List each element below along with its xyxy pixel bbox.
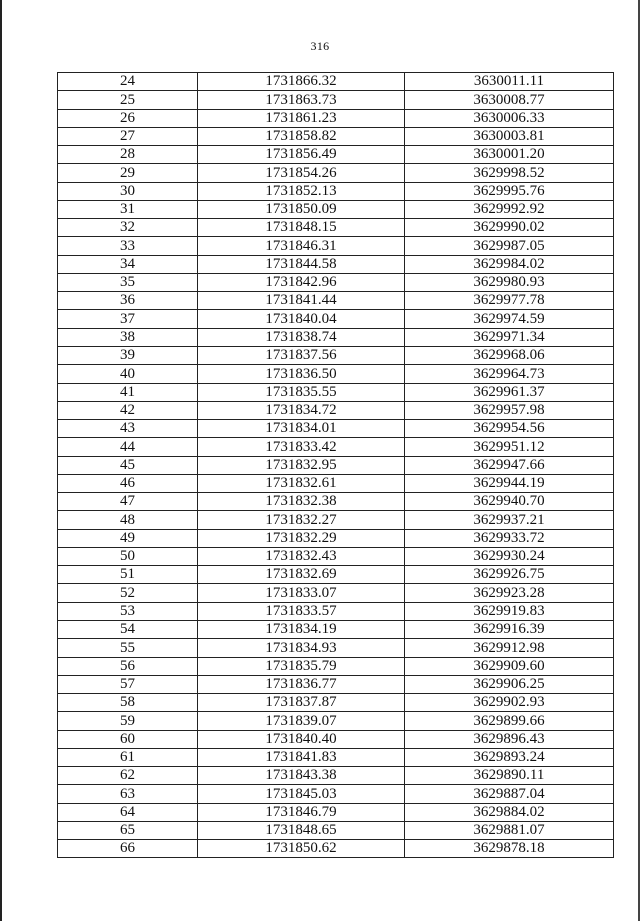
table-row bbox=[58, 164, 614, 182]
y-coordinate-cell: 3630011.11 bbox=[405, 73, 614, 91]
x-coordinate-cell: 1731856.49 bbox=[198, 146, 405, 164]
point-number-cell: 38 bbox=[58, 328, 198, 346]
x-coordinate-cell: 1731833.42 bbox=[198, 438, 405, 456]
table-row bbox=[58, 292, 614, 310]
table-row bbox=[58, 401, 614, 419]
point-number-cell: 46 bbox=[58, 474, 198, 492]
x-coordinate-cell: 1731832.95 bbox=[198, 456, 405, 474]
x-coordinate-cell: 1731846.31 bbox=[198, 237, 405, 255]
y-coordinate-cell: 3629919.83 bbox=[405, 602, 614, 620]
x-coordinate-cell: 1731832.27 bbox=[198, 511, 405, 529]
y-coordinate-cell: 3629916.39 bbox=[405, 620, 614, 638]
y-coordinate-cell: 3629957.98 bbox=[405, 401, 614, 419]
y-coordinate-cell: 3630008.77 bbox=[405, 91, 614, 109]
point-number-cell: 61 bbox=[58, 748, 198, 766]
x-coordinate-cell: 1731844.58 bbox=[198, 255, 405, 273]
page-number: 316 bbox=[310, 39, 330, 53]
table-row bbox=[58, 200, 614, 218]
table-row bbox=[58, 383, 614, 401]
x-coordinate-cell: 1731848.15 bbox=[198, 219, 405, 237]
x-coordinate-cell: 1731841.83 bbox=[198, 748, 405, 766]
point-number-cell: 26 bbox=[58, 109, 198, 127]
x-coordinate-cell: 1731850.62 bbox=[198, 840, 405, 858]
table-row bbox=[58, 219, 614, 237]
x-coordinate-cell: 1731846.79 bbox=[198, 803, 405, 821]
x-coordinate-cell: 1731837.87 bbox=[198, 694, 405, 712]
table-row bbox=[58, 821, 614, 839]
point-number-cell: 28 bbox=[58, 146, 198, 164]
point-number-cell: 45 bbox=[58, 456, 198, 474]
table-row bbox=[58, 748, 614, 766]
table-row bbox=[58, 547, 614, 565]
point-number-cell: 24 bbox=[58, 73, 198, 91]
point-number-cell: 66 bbox=[58, 840, 198, 858]
y-coordinate-cell: 3629977.78 bbox=[405, 292, 614, 310]
x-coordinate-cell: 1731832.69 bbox=[198, 566, 405, 584]
point-number-cell: 36 bbox=[58, 292, 198, 310]
table-row bbox=[58, 675, 614, 693]
y-coordinate-cell: 3629964.73 bbox=[405, 365, 614, 383]
x-coordinate-cell: 1731840.40 bbox=[198, 730, 405, 748]
y-coordinate-cell: 3629940.70 bbox=[405, 493, 614, 511]
y-coordinate-cell: 3629937.21 bbox=[405, 511, 614, 529]
point-number-cell: 40 bbox=[58, 365, 198, 383]
point-number-cell: 39 bbox=[58, 346, 198, 364]
y-coordinate-cell: 3630001.20 bbox=[405, 146, 614, 164]
table-row bbox=[58, 127, 614, 145]
point-number-cell: 41 bbox=[58, 383, 198, 401]
y-coordinate-cell: 3629893.24 bbox=[405, 748, 614, 766]
y-coordinate-cell: 3629961.37 bbox=[405, 383, 614, 401]
point-number-cell: 27 bbox=[58, 127, 198, 145]
x-coordinate-cell: 1731832.38 bbox=[198, 493, 405, 511]
y-coordinate-cell: 3629990.02 bbox=[405, 219, 614, 237]
x-coordinate-cell: 1731837.56 bbox=[198, 346, 405, 364]
point-number-cell: 52 bbox=[58, 584, 198, 602]
point-number-cell: 49 bbox=[58, 529, 198, 547]
table-row bbox=[58, 511, 614, 529]
point-number-cell: 55 bbox=[58, 639, 198, 657]
point-number-cell: 50 bbox=[58, 547, 198, 565]
point-number-cell: 25 bbox=[58, 91, 198, 109]
y-coordinate-cell: 3629912.98 bbox=[405, 639, 614, 657]
table-row bbox=[58, 584, 614, 602]
table-row bbox=[58, 310, 614, 328]
table-row bbox=[58, 803, 614, 821]
point-number-cell: 37 bbox=[58, 310, 198, 328]
point-number-cell: 65 bbox=[58, 821, 198, 839]
x-coordinate-cell: 1731861.23 bbox=[198, 109, 405, 127]
table-row bbox=[58, 657, 614, 675]
x-coordinate-cell: 1731843.38 bbox=[198, 767, 405, 785]
y-coordinate-cell: 3629974.59 bbox=[405, 310, 614, 328]
table-row bbox=[58, 255, 614, 273]
point-number-cell: 48 bbox=[58, 511, 198, 529]
point-number-cell: 29 bbox=[58, 164, 198, 182]
table-row bbox=[58, 365, 614, 383]
table-row bbox=[58, 237, 614, 255]
point-number-cell: 64 bbox=[58, 803, 198, 821]
y-coordinate-cell: 3629951.12 bbox=[405, 438, 614, 456]
x-coordinate-cell: 1731833.07 bbox=[198, 584, 405, 602]
y-coordinate-cell: 3629944.19 bbox=[405, 474, 614, 492]
x-coordinate-cell: 1731834.72 bbox=[198, 401, 405, 419]
x-coordinate-cell: 1731835.55 bbox=[198, 383, 405, 401]
table-row bbox=[58, 493, 614, 511]
y-coordinate-cell: 3629947.66 bbox=[405, 456, 614, 474]
point-number-cell: 42 bbox=[58, 401, 198, 419]
x-coordinate-cell: 1731838.74 bbox=[198, 328, 405, 346]
y-coordinate-cell: 3629887.04 bbox=[405, 785, 614, 803]
x-coordinate-cell: 1731852.13 bbox=[198, 182, 405, 200]
y-coordinate-cell: 3629971.34 bbox=[405, 328, 614, 346]
table-row bbox=[58, 694, 614, 712]
point-number-cell: 30 bbox=[58, 182, 198, 200]
point-number-cell: 43 bbox=[58, 420, 198, 438]
table-row bbox=[58, 456, 614, 474]
x-coordinate-cell: 1731850.09 bbox=[198, 200, 405, 218]
x-coordinate-cell: 1731848.65 bbox=[198, 821, 405, 839]
y-coordinate-cell: 3629906.25 bbox=[405, 675, 614, 693]
x-coordinate-cell: 1731845.03 bbox=[198, 785, 405, 803]
table-row bbox=[58, 840, 614, 858]
y-coordinate-cell: 3629899.66 bbox=[405, 712, 614, 730]
coordinates-table-body bbox=[58, 73, 614, 858]
x-coordinate-cell: 1731836.50 bbox=[198, 365, 405, 383]
x-coordinate-cell: 1731854.26 bbox=[198, 164, 405, 182]
table-row bbox=[58, 146, 614, 164]
x-coordinate-cell: 1731832.43 bbox=[198, 547, 405, 565]
point-number-cell: 31 bbox=[58, 200, 198, 218]
y-coordinate-cell: 3629878.18 bbox=[405, 840, 614, 858]
point-number-cell: 60 bbox=[58, 730, 198, 748]
y-coordinate-cell: 3629930.24 bbox=[405, 547, 614, 565]
table-row bbox=[58, 602, 614, 620]
table-row bbox=[58, 730, 614, 748]
y-coordinate-cell: 3629926.75 bbox=[405, 566, 614, 584]
point-number-cell: 34 bbox=[58, 255, 198, 273]
table-row bbox=[58, 566, 614, 584]
y-coordinate-cell: 3629980.93 bbox=[405, 273, 614, 291]
x-coordinate-cell: 1731839.07 bbox=[198, 712, 405, 730]
x-coordinate-cell: 1731863.73 bbox=[198, 91, 405, 109]
x-coordinate-cell: 1731841.44 bbox=[198, 292, 405, 310]
point-number-cell: 54 bbox=[58, 620, 198, 638]
table-row bbox=[58, 620, 614, 638]
y-coordinate-cell: 3629968.06 bbox=[405, 346, 614, 364]
table-row bbox=[58, 91, 614, 109]
table-row bbox=[58, 420, 614, 438]
y-coordinate-cell: 3629998.52 bbox=[405, 164, 614, 182]
x-coordinate-cell: 1731834.19 bbox=[198, 620, 405, 638]
x-coordinate-cell: 1731832.29 bbox=[198, 529, 405, 547]
point-number-cell: 51 bbox=[58, 566, 198, 584]
point-number-cell: 35 bbox=[58, 273, 198, 291]
table-row bbox=[58, 182, 614, 200]
point-number-cell: 47 bbox=[58, 493, 198, 511]
point-number-cell: 59 bbox=[58, 712, 198, 730]
point-number-cell: 56 bbox=[58, 657, 198, 675]
point-number-cell: 62 bbox=[58, 767, 198, 785]
x-coordinate-cell: 1731833.57 bbox=[198, 602, 405, 620]
y-coordinate-cell: 3630006.33 bbox=[405, 109, 614, 127]
y-coordinate-cell: 3629954.56 bbox=[405, 420, 614, 438]
coordinates-table bbox=[57, 72, 614, 858]
x-coordinate-cell: 1731834.93 bbox=[198, 639, 405, 657]
table-row bbox=[58, 785, 614, 803]
x-coordinate-cell: 1731866.32 bbox=[198, 73, 405, 91]
point-number-cell: 58 bbox=[58, 694, 198, 712]
x-coordinate-cell: 1731834.01 bbox=[198, 420, 405, 438]
table-row bbox=[58, 712, 614, 730]
x-coordinate-cell: 1731858.82 bbox=[198, 127, 405, 145]
point-number-cell: 33 bbox=[58, 237, 198, 255]
point-number-cell: 63 bbox=[58, 785, 198, 803]
point-number-cell: 57 bbox=[58, 675, 198, 693]
y-coordinate-cell: 3629933.72 bbox=[405, 529, 614, 547]
table-row bbox=[58, 346, 614, 364]
y-coordinate-cell: 3629902.93 bbox=[405, 694, 614, 712]
table-row bbox=[58, 438, 614, 456]
point-number-cell: 44 bbox=[58, 438, 198, 456]
y-coordinate-cell: 3629923.28 bbox=[405, 584, 614, 602]
x-coordinate-cell: 1731840.04 bbox=[198, 310, 405, 328]
y-coordinate-cell: 3629987.05 bbox=[405, 237, 614, 255]
y-coordinate-cell: 3629890.11 bbox=[405, 767, 614, 785]
y-coordinate-cell: 3629995.76 bbox=[405, 182, 614, 200]
table-row bbox=[58, 767, 614, 785]
table-row bbox=[58, 273, 614, 291]
table-row bbox=[58, 639, 614, 657]
y-coordinate-cell: 3629881.07 bbox=[405, 821, 614, 839]
y-coordinate-cell: 3630003.81 bbox=[405, 127, 614, 145]
point-number-cell: 32 bbox=[58, 219, 198, 237]
x-coordinate-cell: 1731836.77 bbox=[198, 675, 405, 693]
table-row bbox=[58, 73, 614, 91]
x-coordinate-cell: 1731842.96 bbox=[198, 273, 405, 291]
point-number-cell: 53 bbox=[58, 602, 198, 620]
table-row bbox=[58, 328, 614, 346]
x-coordinate-cell: 1731835.79 bbox=[198, 657, 405, 675]
y-coordinate-cell: 3629896.43 bbox=[405, 730, 614, 748]
y-coordinate-cell: 3629884.02 bbox=[405, 803, 614, 821]
y-coordinate-cell: 3629909.60 bbox=[405, 657, 614, 675]
x-coordinate-cell: 1731832.61 bbox=[198, 474, 405, 492]
table-row bbox=[58, 474, 614, 492]
table-row bbox=[58, 109, 614, 127]
table-row bbox=[58, 529, 614, 547]
y-coordinate-cell: 3629984.02 bbox=[405, 255, 614, 273]
y-coordinate-cell: 3629992.92 bbox=[405, 200, 614, 218]
page-left-edge bbox=[0, 0, 2, 921]
